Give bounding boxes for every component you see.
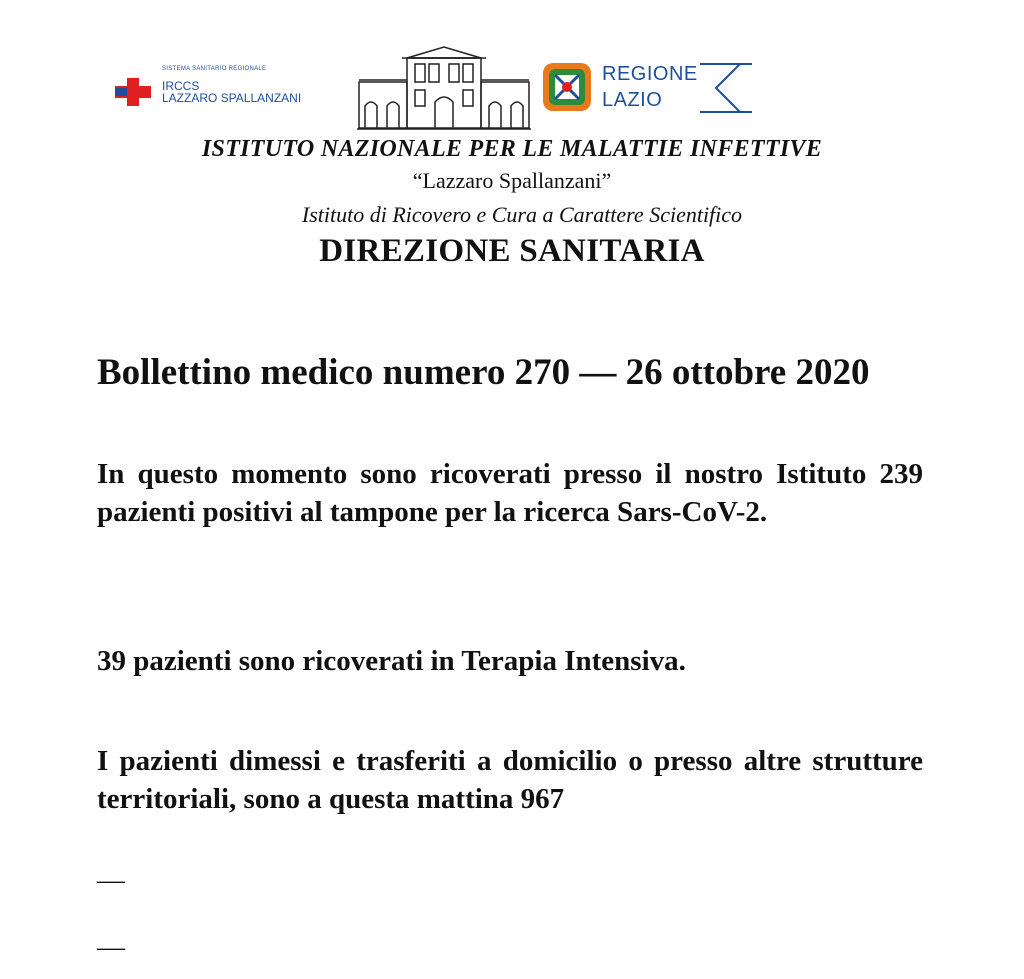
regione-lazio-emblem-icon [540,60,594,114]
regione-chevron-icon [700,62,754,114]
spallanzani-logo-label: LAZZARO SPALLANZANI [162,91,302,105]
institute-name-heading: ISTITUTO NAZIONALE PER LE MALATTIE INFETTIVE [201,136,823,162]
department-heading: DIREZIONE SANITARIA [319,233,705,269]
separator-dash: — [97,932,125,963]
institute-subtitle: “Lazzaro Spallanzani” [412,168,612,193]
institute-type: Istituto di Ricovero e Cura a Carattere Scientifico [301,202,743,227]
separator-dash: — [97,865,125,896]
institute-building-icon [357,44,531,130]
red-cross-icon [112,74,156,110]
bulletin-paragraph-intensive-care: 39 pazienti sono ricoverati in Terapia Intensiva. [97,645,686,677]
regione-lazio-logo [540,58,760,118]
irccs-label: IRCCS [162,79,200,93]
bulletin-paragraph-hospitalized: In questo momento sono ricoverati presso il nostro Istituto 239 pazienti positivi al tampone per la ricerca Sars-CoV-2. [97,458,923,528]
lazio-label: LAZIO [602,89,663,111]
sanita-regionale-label: SISTEMA SANITARIO REGIONALE [162,66,267,72]
bulletin-paragraph-discharged: I pazienti dimessi e trasferiti a domicilio o presso altre strutture territoriali, sono a questa mattina 967 [97,745,923,815]
bulletin-title: Bollettino medico numero 270 — 26 ottobre 2020 [97,352,870,393]
irccs-spallanzani-logo [112,66,347,116]
regione-label: REGIONE [602,63,698,85]
logo-row [0,44,1024,134]
